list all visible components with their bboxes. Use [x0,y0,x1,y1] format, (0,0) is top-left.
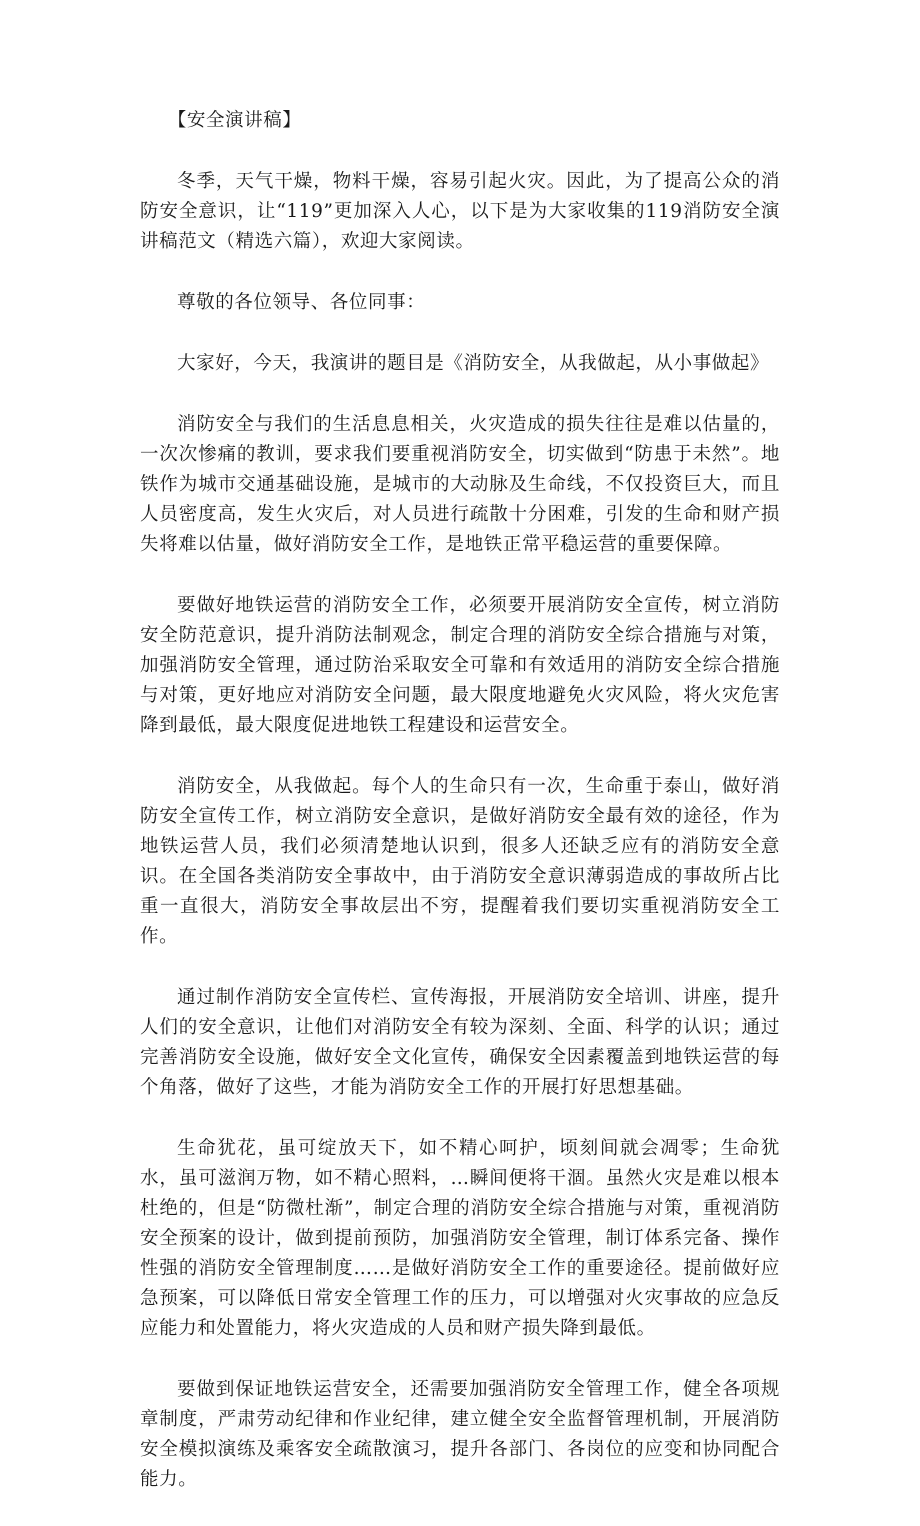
body-paragraph: 要做好地铁运营的消防安全工作，必须要开展消防安全宣传，树立消防安全防范意识，提升消防法制观念，制定合理的消防安全综合措施与对策，加强消防安全管理，通过防治采取安全可靠和有效适用的消防安全综合措施与对策，更好地应对消防安全问题，最大限度地避免火灾风险，将火灾危害降到最低，最大限度促进地铁工程建设和运营安全。 [140,595,780,736]
body-paragraph: 通过制作消防安全宣传栏、宣传海报，开展消防安全培训、讲座，提升人们的安全意识，让他们对消防安全有较为深刻、全面、科学的认识；通过完善消防安全设施，做好安全文化宣传，确保安全因素覆盖到地铁运营的每个角落，做好了这些，才能为消防安全工作的开展打好思想基础。 [140,987,780,1098]
body-paragraph: 要做到保证地铁运营安全，还需要加强消防安全管理工作，健全各项规章制度，严肃劳动纪律和作业纪律，建立健全安全监督管理机制，开展消防安全模拟演练及乘客安全疏散演习，提升各部门、各岗位的应变和协同配合能力。 [140,1379,780,1490]
body-paragraph: 生命犹花，虽可绽放天下，如不精心呵护，顷刻间就会凋零；生命犹水，虽可滋润万物，如不精心照料，…瞬间便将干涸。虽然火灾是难以根本杜绝的，但是“防微杜渐”，制定合理的消防安全综合措施与对策，重视消防安全预案的设计，做到提前预防，加强消防安全管理，制订体系完备、操作性强的消防安全管理制度……是做好消防安全工作的重要途径。提前做好应急预案，可以降低日常安全管理工作的压力，可以增强对火灾事故的应急反应能力和处置能力，将火灾造成的人员和财产损失降到最低。 [140,1138,780,1339]
document-body [140,106,780,1526]
speech-opening: 大家好，今天，我演讲的题目是《消防安全，从我做起，从小事做起》 [177,353,770,374]
salutation: 尊敬的各位领导、各位同事： [177,292,426,313]
document-title: 【安全演讲稿】 [167,110,302,131]
intro-paragraph: 冬季，天气干燥，物料干燥，容易引起火灾。因此，为了提高公众的消防安全意识，让“119”更加深入人心，以下是为大家收集的119消防安全演讲稿范文（精选六篇），欢迎大家阅读。 [140,171,780,252]
body-paragraph: 消防安全，从我做起。每个人的生命只有一次，生命重于泰山，做好消防安全宣传工作，树立消防安全意识，是做好消防安全最有效的途径，作为地铁运营人员，我们必须清楚地认识到，很多人还缺乏应有的消防安全意识。在全国各类消防安全事故中，由于消防安全意识薄弱造成的事故所占比重一直很大，消防安全事故层出不穷，提醒着我们要切实重视消防安全工作。 [140,776,780,947]
body-paragraph: 消防安全与我们的生活息息相关，火灾造成的损失往往是难以估量的，一次次惨痛的教训，要求我们要重视消防安全，切实做到“防患于未然”。地铁作为城市交通基础设施，是城市的大动脉及生命线，不仅投资巨大，而且人员密度高，发生火灾后，对人员进行疏散十分困难，引发的生命和财产损失将难以估量，做好消防安全工作，是地铁正常平稳运营的重要保障。 [140,414,780,555]
